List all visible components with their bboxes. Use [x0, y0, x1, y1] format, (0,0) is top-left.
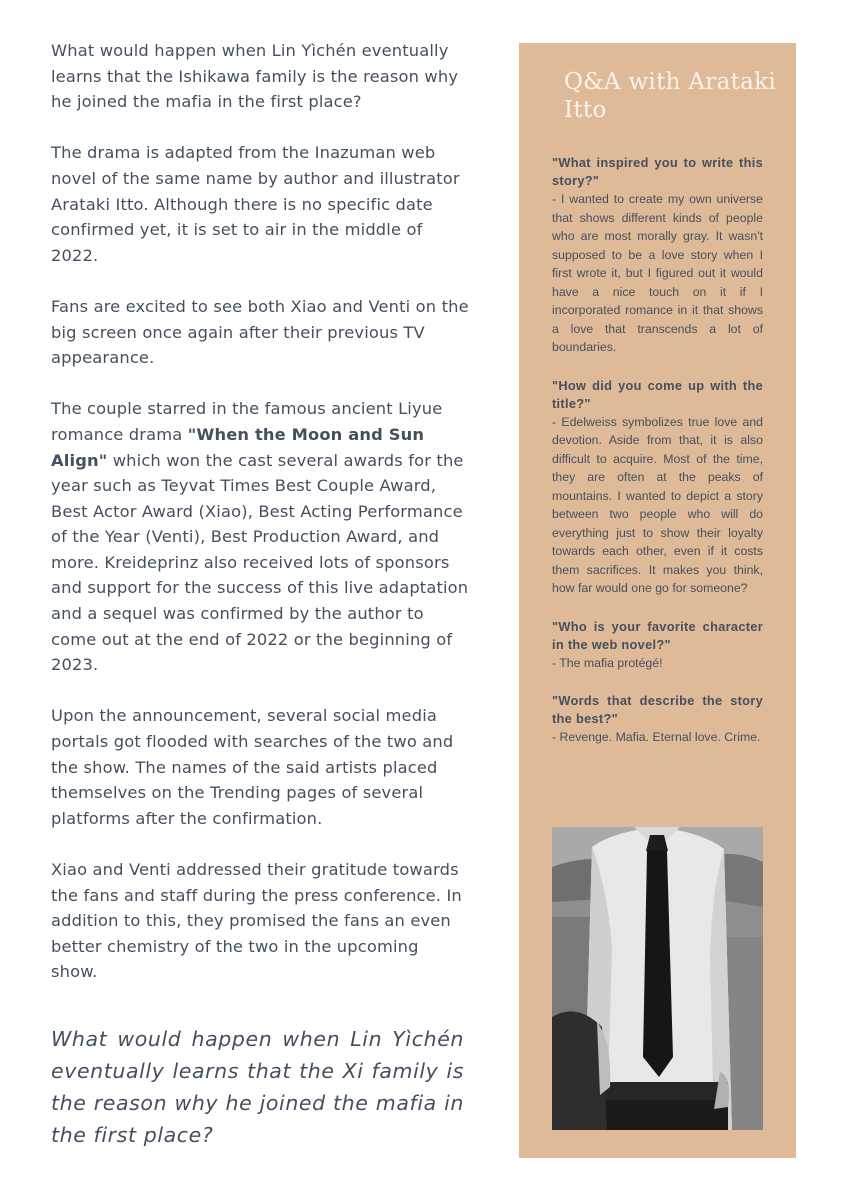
qa-question: "Who is your favorite character in the web novel?" [552, 618, 763, 652]
qa-sidebar [519, 43, 796, 1158]
photo-illustration [552, 827, 763, 1130]
qa-list [552, 154, 763, 767]
drama-title: "When the Moon and Sun Align" [51, 424, 425, 470]
article-paragraph-6: Xiao and Venti addressed their gratitude towards the fans and staff during the press conference. In addition to this, they promised the fans an even better chemistry of the two in the upcoming show. [51, 860, 462, 982]
qa-answer: - Edelweiss symbolizes true love and devotion. Aside from that, it is also difficult to acquire. Most of the time, they are often at the peaks of mountains. I wanted to depict a story between two people who will do everything just to show their loyalty towards each other, even if it costs them sacrifices. It makes you think, how far would one go for someone? [552, 414, 763, 595]
qa-question: "How did you come up with the title?" [552, 377, 763, 411]
qa-title: Q&A with Arataki Itto [564, 69, 777, 123]
paragraph-4-text-start: The couple starred in the famous ancient Liyue romance drama [51, 399, 443, 444]
qa-answer: - The mafia protégé! [552, 655, 663, 670]
qa-question: "Words that describe the story the best?" [552, 693, 763, 726]
qa-item [552, 692, 763, 747]
pull-quote: What would happen when Lin Yìchén eventually learns that the Xi family is the reason why he joined the mafia in the first place? [51, 1027, 464, 1147]
qa-question: "What inspired you to write this story?" [552, 155, 763, 188]
article-paragraph-4 [51, 396, 469, 678]
qa-item [552, 618, 763, 673]
article-body [51, 38, 469, 1011]
article-paragraph-1: What would happen when Lin Yìchén eventually learns that the Ishikawa family is the reason why he joined the mafia in the first place? [51, 41, 459, 112]
article-paragraph-5: Upon the announcement, several social media portals got flooded with searches of the two and the show. The names of the said artists placed themselves on the Trending pages of several platforms after the confirmation. [51, 706, 454, 828]
qa-item [552, 377, 763, 598]
man-in-suit-photo [552, 827, 763, 1130]
qa-item [552, 154, 763, 357]
article-paragraph-2: The drama is adapted from the Inazuman web novel of the same name by author and illustrator Arataki Itto. Although there is no specific date confirmed yet, it is set to air in the middle of 2022. [51, 143, 460, 265]
paragraph-4-text-end: which won the cast several awards for the year such as Teyvat Times Best Couple Award, Best Actor Award (Xiao), Best Acting Performance of the Year (Venti), Best Production Award, and more. Kreideprinz also received lots of sponsors and support for the success of this live adaptation and a sequel was confirmed by the author to come out at the end of 2022 or the beginning of 2023. [51, 450, 469, 675]
qa-answer: - I wanted to create my own universe that shows different kinds of people who are most morally gray. It wasn't supposed to be a love story when I first wrote it, but I figured out it would have a nice touch on it if I incorporated romance in it that shows a love that transcends a lot of boundaries. [552, 192, 763, 354]
qa-answer: - Revenge. Mafia. Eternal love. Crime. [552, 730, 761, 744]
article-paragraph-3: Fans are excited to see both Xiao and Venti on the big screen once again after their previous TV appearance. [51, 296, 469, 368]
